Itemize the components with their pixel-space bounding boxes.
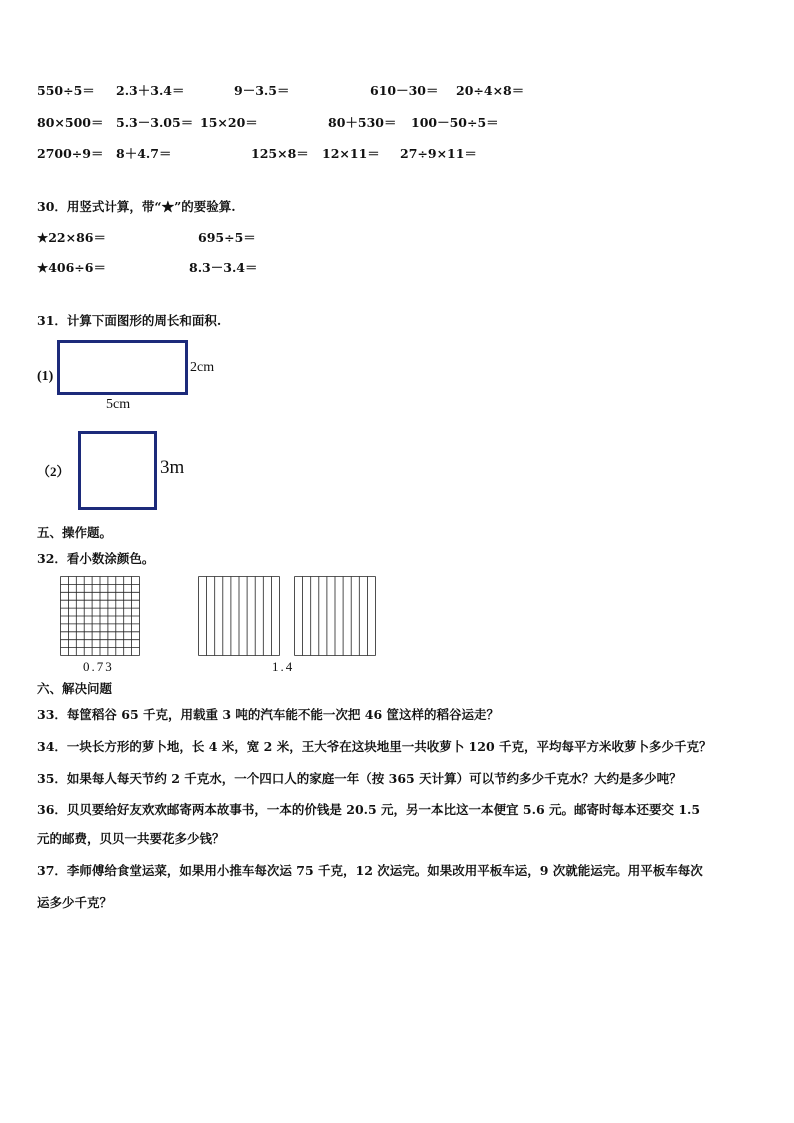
question-30-title: 30．用竖式计算，带“★”的要验算. [37,199,236,214]
tenths-strip-1 [198,576,280,656]
calc-item: 15×20＝ [200,115,258,130]
tenths-strip-2 [294,576,376,656]
square-side-label: 3m [160,457,185,478]
square-figure [78,431,157,510]
decimal-label-2: 1.4 [272,659,295,674]
calc-item: 8＋4.7＝ [116,146,172,161]
calc-item: 2700÷9＝ [37,146,104,161]
question-37-line-1: 37．李师傅给食堂运菜，如果用小推车每次运 75 千克，12 次运完。如果改用平板车运，9 次就能运完。用平板车每次 [37,863,703,878]
question-35: 35．如果每人每天节约 2 千克水，一个四口人的家庭一年（按 365 天计算）可以节约多少千克水？大约是多少吨？ [37,771,682,786]
calc-item: 100－50÷5＝ [411,115,499,130]
q30-item: 695÷5＝ [198,230,256,245]
q30-item: ★406÷6＝ [37,260,106,275]
question-31-title: 31．计算下面图形的周长和面积. [37,313,222,328]
q30-item: 8.3－3.4＝ [189,260,258,275]
calc-item: 9－3.5＝ [234,83,290,98]
hundred-grid [60,576,140,656]
figure-1-tag: (1) [37,369,54,384]
question-36-line-2: 元的邮费，贝贝一共要花多少钱？ [37,831,225,846]
question-33: 33．每筐稻谷 65 千克，用载重 3 吨的汽车能不能一次把 46 筐这样的稻谷运走？ [37,707,499,722]
section-5-heading: 五、操作题。 [37,525,113,540]
calc-item: 610－30＝ [370,83,439,98]
calc-item: 27÷9×11＝ [400,146,477,161]
calc-item: 125×8＝ [251,146,309,161]
calc-item: 20÷4×8＝ [456,83,525,98]
calc-item: 80×500＝ [37,115,104,130]
section-6-heading: 六、解决问题 [37,681,113,696]
question-36-line-1: 36．贝贝要给好友欢欢邮寄两本故事书，一本的价钱是 20.5 元，另一本比这一本便宜 5.6 元。邮寄时每本还要交 1.5 [37,802,701,817]
decimal-label-1: 0.73 [83,659,114,674]
calc-item: 12×11＝ [322,146,380,161]
figure-2-tag: （2） [37,464,70,479]
question-37-line-2: 运多少千克？ [37,895,113,910]
calc-item: 550÷5＝ [37,83,95,98]
calc-item: 5.3－3.05＝ [116,115,194,130]
question-32-title: 32．看小数涂颜色。 [37,551,155,566]
calc-item: 2.3＋3.4＝ [116,83,185,98]
rectangle-height-label: 2cm [190,360,215,375]
rectangle-figure [57,340,188,395]
rectangle-width-label: 5cm [106,397,131,412]
q30-item: ★22×86＝ [37,230,106,245]
calc-item: 80＋530＝ [328,115,397,130]
question-34: 34．一块长方形的萝卜地，长 4 米，宽 2 米，王大爷在这块地里一共收萝卜 120 千克，平均每平方米收萝卜多少千克？ [37,739,712,754]
